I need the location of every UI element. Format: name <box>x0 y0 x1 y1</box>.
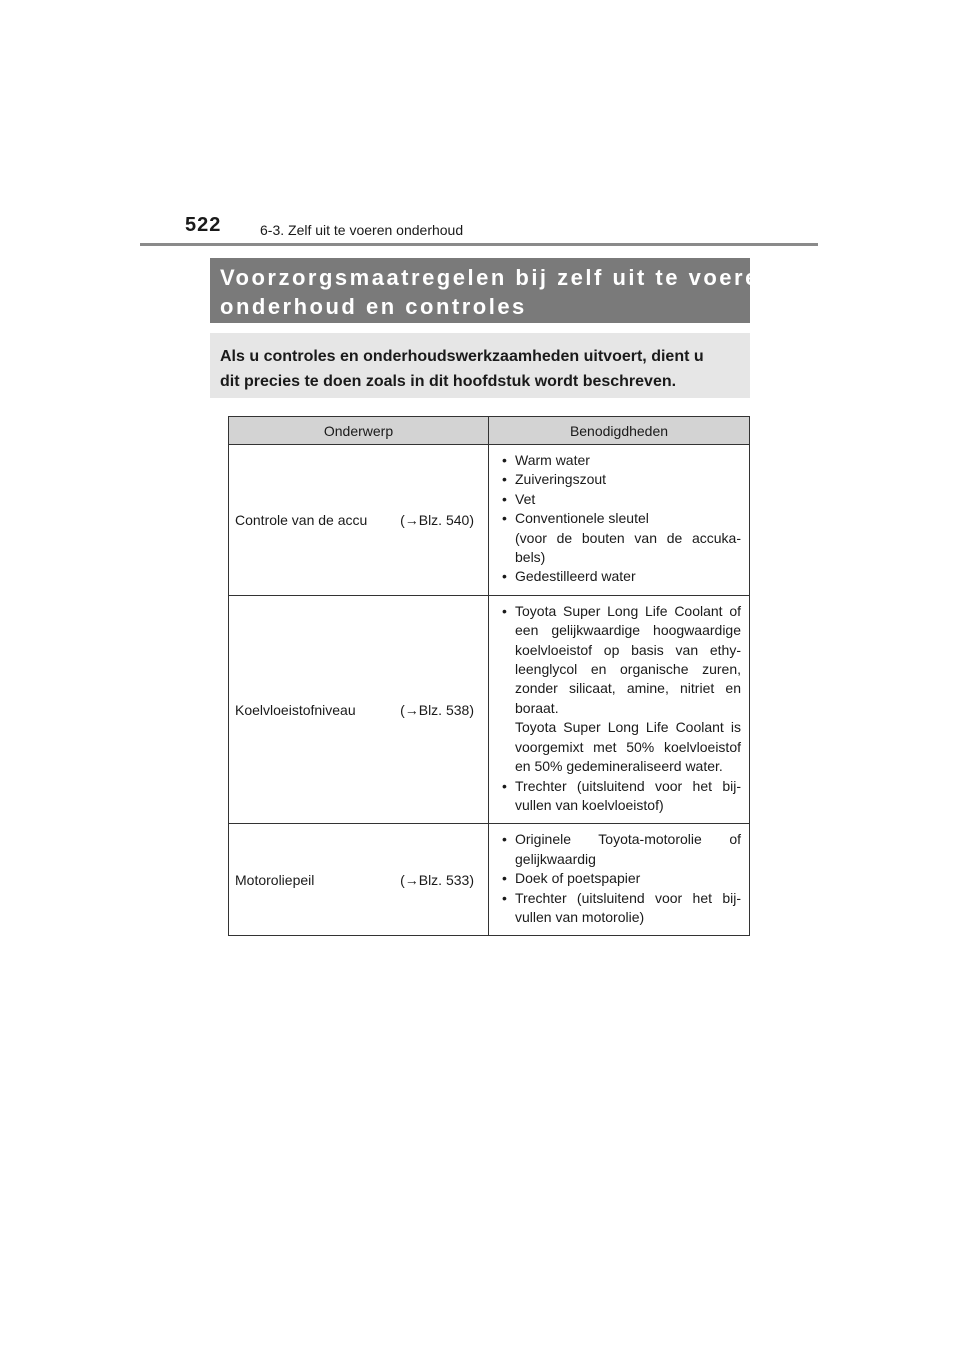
topic-cell <box>229 824 489 936</box>
title-line-1: Voorzorgsmaatregelen bij zelf uit te voeren <box>220 265 776 290</box>
topic-label: Controle van de accu <box>235 511 368 528</box>
topic-cell <box>229 595 489 823</box>
table-header-row <box>229 417 750 445</box>
page-title <box>210 258 776 323</box>
list-item-note: Toyota Super Long Life Coolant is voorgemixt met 50% koelvloeistof en 50% gedemineraliseerd water. <box>515 719 741 775</box>
page-ref-text: Blz. 533 <box>418 871 470 888</box>
needs-cell <box>489 824 750 936</box>
intro-box <box>210 333 750 398</box>
page-reference[interactable]: (→Blz. 538) <box>400 701 474 718</box>
arrow-right-icon: → <box>404 511 419 528</box>
header-needs: Benodigdheden <box>489 417 750 445</box>
list-item: • Warm water <box>497 451 741 470</box>
header-topic: Onderwerp <box>229 417 489 445</box>
intro-line-1: Als u controles en onderhoudswerkzaamheden uitvoert, dient u <box>220 348 704 365</box>
title-line-2: onderhoud en controles <box>220 294 527 319</box>
table-row <box>229 445 750 596</box>
needs-cell <box>489 445 750 596</box>
page-ref-text: Blz. 538 <box>418 701 470 718</box>
arrow-right-icon: → <box>404 701 419 718</box>
list-item: • Zuiveringszout <box>497 470 741 489</box>
list-item: • Trechter (uitsluitend voor het bij-vullen van koelvloeistof) <box>497 777 741 816</box>
page-number: 522 <box>185 214 222 236</box>
topic-cell <box>229 445 489 596</box>
table-row <box>229 595 750 823</box>
header-divider <box>140 243 818 246</box>
topic-label: Koelvloeistofniveau <box>235 701 356 718</box>
list-item: • Vet <box>497 490 741 509</box>
list-item: • Toyota Super Long Life Coolant of een gelijkwaardige hoogwaardige koelvloeistof op basis van ethy-leenglycol en organische zuren, zonder silicaat, amine, nitriet en boraat. Toyota Super Long Life Coolant is voorgemixt met 50% koelvloeistof en 50% gedemineraliseerd water. <box>497 602 741 777</box>
intro-line-2: dit precies te doen zoals in dit hoofdstuk wordt beschreven. <box>220 373 677 390</box>
needs-cell <box>489 595 750 823</box>
list-item: • Originele Toyota-motorolie of gelijkwaardig <box>497 830 741 869</box>
list-item: • Conventionele sleutel (voor de bouten van de accuka-bels) <box>497 509 741 567</box>
page-ref-text: Blz. 540 <box>418 511 470 528</box>
section-header: 6-3. Zelf uit te voeren onderhoud <box>260 222 464 238</box>
list-item: • Trechter (uitsluitend voor het bij-vullen van motorolie) <box>497 889 741 928</box>
topic-label: Motoroliepeil <box>235 871 315 888</box>
arrow-right-icon: → <box>404 871 419 888</box>
page-reference[interactable]: (→Blz. 533) <box>400 871 474 888</box>
list-item-note: (voor de bouten van de accuka-bels) <box>515 529 741 566</box>
maintenance-table <box>228 416 750 936</box>
table-row <box>229 824 750 936</box>
list-item: • Gedestilleerd water <box>497 567 741 586</box>
page-reference[interactable]: (→Blz. 540) <box>400 511 474 528</box>
list-item: • Doek of poetspapier <box>497 869 741 888</box>
